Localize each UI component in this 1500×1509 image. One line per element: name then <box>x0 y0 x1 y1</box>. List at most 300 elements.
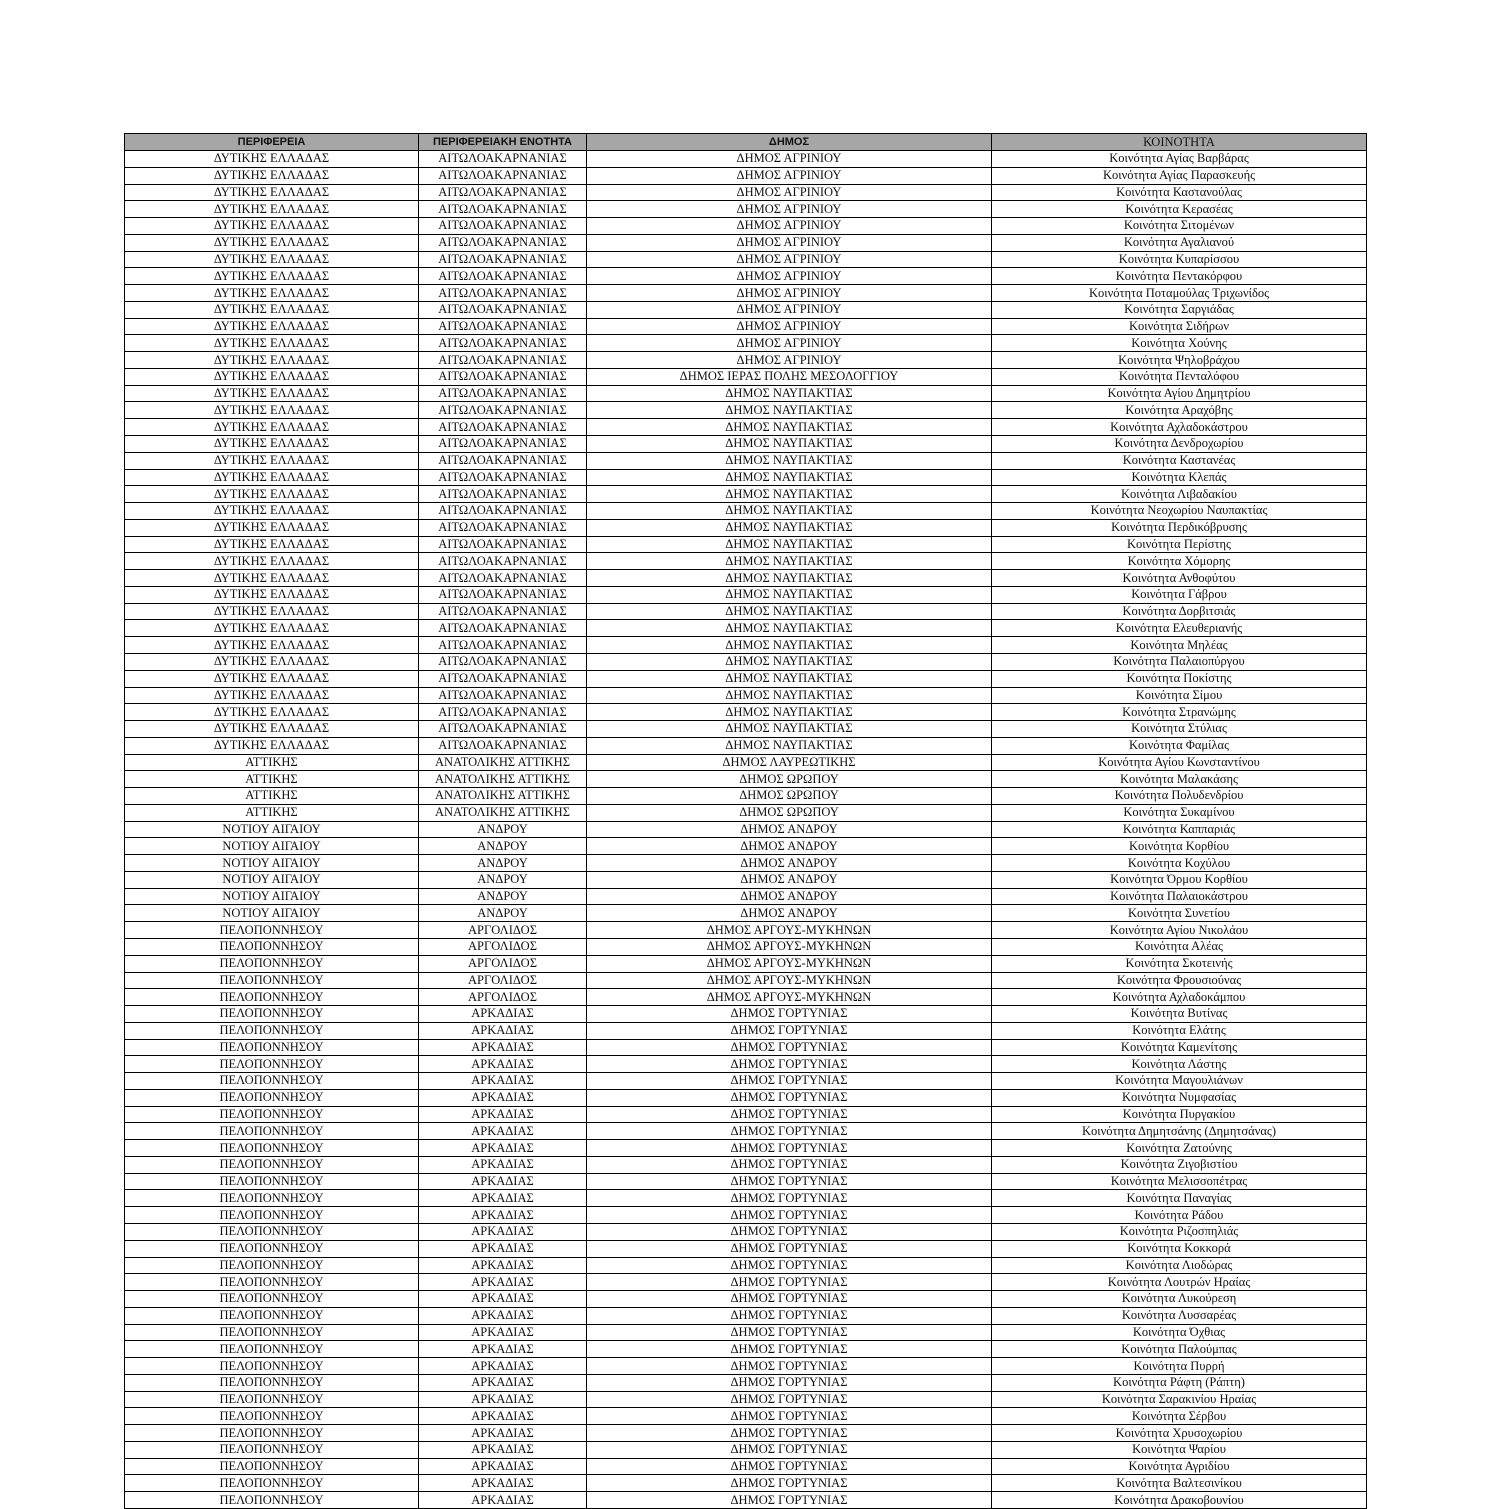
table-row <box>125 972 1367 989</box>
table-row <box>125 586 1367 603</box>
regional-unit-cell: ΑΙΤΩΛΟΑΚΑΡΝΑΝΙΑΣ <box>419 385 587 402</box>
region-cell: ΝΟΤΙΟΥ ΑΙΓΑΙΟΥ <box>125 838 419 855</box>
table-row <box>125 452 1367 469</box>
municipality-cell: ΔΗΜΟΣ ΝΑΥΠΑΚΤΙΑΣ <box>587 603 992 620</box>
municipality-cell: ΔΗΜΟΣ ΝΑΥΠΑΚΤΙΑΣ <box>587 519 992 536</box>
community-cell: Κοινότητα Ψαρίου <box>992 1441 1367 1458</box>
municipality-cell: ΔΗΜΟΣ ΑΓΡΙΝΙΟΥ <box>587 151 992 168</box>
region-cell: ΔΥΤΙΚΗΣ ΕΛΛΑΔΑΣ <box>125 637 419 654</box>
table-row <box>125 285 1367 302</box>
municipality-cell: ΔΗΜΟΣ ΓΟΡΤΥΝΙΑΣ <box>587 1006 992 1023</box>
regional-unit-cell: ΑΡΚΑΔΙΑΣ <box>419 1475 587 1492</box>
table-row <box>125 1240 1367 1257</box>
table-row <box>125 838 1367 855</box>
table-row <box>125 888 1367 905</box>
region-cell: ΠΕΛΟΠΟΝΝΗΣΟΥ <box>125 972 419 989</box>
community-cell: Κοινότητα Αγαλιανού <box>992 234 1367 251</box>
regional-unit-cell: ΑΡΚΑΔΙΑΣ <box>419 1207 587 1224</box>
header-community: ΚΟΙΝΟΤΗΤΑ <box>992 134 1367 151</box>
region-cell: ΝΟΤΙΟΥ ΑΙΓΑΙΟΥ <box>125 905 419 922</box>
region-cell: ΠΕΛΟΠΟΝΝΗΣΟΥ <box>125 955 419 972</box>
regional-unit-cell: ΑΙΤΩΛΟΑΚΑΡΝΑΝΙΑΣ <box>419 670 587 687</box>
region-cell: ΔΥΤΙΚΗΣ ΕΛΛΑΔΑΣ <box>125 419 419 436</box>
regional-unit-cell: ΑΡΚΑΔΙΑΣ <box>419 1073 587 1090</box>
municipality-cell: ΔΗΜΟΣ ΝΑΥΠΑΚΤΙΑΣ <box>587 687 992 704</box>
regional-unit-cell: ΑΙΤΩΛΟΑΚΑΡΝΑΝΙΑΣ <box>419 637 587 654</box>
regional-unit-cell: ΑΡΚΑΔΙΑΣ <box>419 1156 587 1173</box>
region-cell: ΔΥΤΙΚΗΣ ΕΛΛΑΔΑΣ <box>125 385 419 402</box>
table-row <box>125 1458 1367 1475</box>
region-cell: ΑΤΤΙΚΗΣ <box>125 788 419 805</box>
regional-unit-cell: ΑΡΚΑΔΙΑΣ <box>419 1458 587 1475</box>
municipality-cell: ΔΗΜΟΣ ΑΓΡΙΝΙΟΥ <box>587 234 992 251</box>
municipality-cell: ΔΗΜΟΣ ΝΑΥΠΑΚΤΙΑΣ <box>587 503 992 520</box>
table-row <box>125 1441 1367 1458</box>
municipality-cell: ΔΗΜΟΣ ΓΟΡΤΥΝΙΑΣ <box>587 1274 992 1291</box>
regional-unit-cell: ΑΙΤΩΛΟΑΚΑΡΝΑΝΙΑΣ <box>419 301 587 318</box>
table-row <box>125 637 1367 654</box>
community-cell: Κοινότητα Δημητσάνης (Δημητσάνας) <box>992 1123 1367 1140</box>
table-row <box>125 1291 1367 1308</box>
region-cell: ΠΕΛΟΠΟΝΝΗΣΟΥ <box>125 1408 419 1425</box>
region-cell: ΔΥΤΙΚΗΣ ΕΛΛΑΔΑΣ <box>125 519 419 536</box>
table-row <box>125 1374 1367 1391</box>
table-row <box>125 167 1367 184</box>
region-cell: ΝΟΤΙΟΥ ΑΙΓΑΙΟΥ <box>125 888 419 905</box>
region-cell: ΔΥΤΙΚΗΣ ΕΛΛΑΔΑΣ <box>125 268 419 285</box>
table-row <box>125 721 1367 738</box>
community-cell: Κοινότητα Δορβιτσιάς <box>992 603 1367 620</box>
region-cell: ΠΕΛΟΠΟΝΝΗΣΟΥ <box>125 1224 419 1241</box>
region-cell: ΔΥΤΙΚΗΣ ΕΛΛΑΔΑΣ <box>125 586 419 603</box>
community-cell: Κοινότητα Φρουσιούνας <box>992 972 1367 989</box>
community-cell: Κοινότητα Αραχόβης <box>992 402 1367 419</box>
table-row <box>125 436 1367 453</box>
regional-unit-cell: ΑΙΤΩΛΟΑΚΑΡΝΑΝΙΑΣ <box>419 201 587 218</box>
header-row <box>125 134 1367 151</box>
community-cell: Κοινότητα Μηλέας <box>992 637 1367 654</box>
regional-unit-cell: ΑΡΚΑΔΙΑΣ <box>419 1140 587 1157</box>
municipality-cell: ΔΗΜΟΣ ΓΟΡΤΥΝΙΑΣ <box>587 1224 992 1241</box>
region-cell: ΠΕΛΟΠΟΝΝΗΣΟΥ <box>125 1156 419 1173</box>
community-cell: Κοινότητα Καμενίτσης <box>992 1039 1367 1056</box>
region-cell: ΔΥΤΙΚΗΣ ΕΛΛΑΔΑΣ <box>125 184 419 201</box>
regional-unit-cell: ΑΙΤΩΛΟΑΚΑΡΝΑΝΙΑΣ <box>419 553 587 570</box>
table-row <box>125 519 1367 536</box>
community-cell: Κοινότητα Δενδροχωρίου <box>992 436 1367 453</box>
region-cell: ΠΕΛΟΠΟΝΝΗΣΟΥ <box>125 1190 419 1207</box>
region-cell: ΠΕΛΟΠΟΝΝΗΣΟΥ <box>125 938 419 955</box>
regional-unit-cell: ΑΙΤΩΛΟΑΚΑΡΝΑΝΙΑΣ <box>419 687 587 704</box>
region-cell: ΔΥΤΙΚΗΣ ΕΛΛΑΔΑΣ <box>125 234 419 251</box>
community-cell: Κοινότητα Όχθιας <box>992 1324 1367 1341</box>
table-row <box>125 1274 1367 1291</box>
municipality-cell: ΔΗΜΟΣ ΓΟΡΤΥΝΙΑΣ <box>587 1207 992 1224</box>
municipality-cell: ΔΗΜΟΣ ΝΑΥΠΑΚΤΙΑΣ <box>587 419 992 436</box>
regional-unit-cell: ΑΡΚΑΔΙΑΣ <box>419 1492 587 1509</box>
regional-unit-cell: ΑΙΤΩΛΟΑΚΑΡΝΑΝΙΑΣ <box>419 603 587 620</box>
municipality-cell: ΔΗΜΟΣ ΩΡΩΠΟΥ <box>587 804 992 821</box>
community-cell: Κοινότητα Ποταμούλας Τριχωνίδος <box>992 285 1367 302</box>
region-cell: ΠΕΛΟΠΟΝΝΗΣΟΥ <box>125 1291 419 1308</box>
municipality-cell: ΔΗΜΟΣ ΝΑΥΠΑΚΤΙΑΣ <box>587 620 992 637</box>
region-cell: ΠΕΛΟΠΟΝΝΗΣΟΥ <box>125 1006 419 1023</box>
community-cell: Κοινότητα Κερασέας <box>992 201 1367 218</box>
region-cell: ΠΕΛΟΠΟΝΝΗΣΟΥ <box>125 1492 419 1509</box>
regional-unit-cell: ΑΙΤΩΛΟΑΚΑΡΝΑΝΙΑΣ <box>419 737 587 754</box>
region-cell: ΠΕΛΟΠΟΝΝΗΣΟΥ <box>125 1207 419 1224</box>
table-row <box>125 989 1367 1006</box>
community-cell: Κοινότητα Κορθίου <box>992 838 1367 855</box>
table-row <box>125 955 1367 972</box>
community-cell: Κοινότητα Χρυσοχωρίου <box>992 1425 1367 1442</box>
table-row <box>125 385 1367 402</box>
municipality-cell: ΔΗΜΟΣ ΓΟΡΤΥΝΙΑΣ <box>587 1173 992 1190</box>
municipality-cell: ΔΗΜΟΣ ΙΕΡΑΣ ΠΟΛΗΣ ΜΕΣΟΛΟΓΓΙΟΥ <box>587 368 992 385</box>
regional-unit-cell: ΑΙΤΩΛΟΑΚΑΡΝΑΝΙΑΣ <box>419 167 587 184</box>
table-row <box>125 1425 1367 1442</box>
municipality-cell: ΔΗΜΟΣ ΓΟΡΤΥΝΙΑΣ <box>587 1374 992 1391</box>
table-row <box>125 1056 1367 1073</box>
municipality-cell: ΔΗΜΟΣ ΓΟΡΤΥΝΙΑΣ <box>587 1307 992 1324</box>
municipality-cell: ΔΗΜΟΣ ΝΑΥΠΑΚΤΙΑΣ <box>587 452 992 469</box>
municipality-cell: ΔΗΜΟΣ ΛΑΥΡΕΩΤΙΚΗΣ <box>587 754 992 771</box>
community-cell: Κοινότητα Βαλτεσινίκου <box>992 1475 1367 1492</box>
table-row <box>125 653 1367 670</box>
municipality-cell: ΔΗΜΟΣ ΓΟΡΤΥΝΙΑΣ <box>587 1408 992 1425</box>
table-row <box>125 335 1367 352</box>
community-cell: Κοινότητα Αγίας Παρασκευής <box>992 167 1367 184</box>
table-row <box>125 1207 1367 1224</box>
regional-unit-cell: ΑΡΓΟΛΙΔΟΣ <box>419 922 587 939</box>
regional-unit-cell: ΑΡΚΑΔΙΑΣ <box>419 1022 587 1039</box>
municipality-cell: ΔΗΜΟΣ ΑΡΓΟΥΣ-ΜΥΚΗΝΩΝ <box>587 938 992 955</box>
region-cell: ΠΕΛΟΠΟΝΝΗΣΟΥ <box>125 1358 419 1375</box>
region-cell: ΔΥΤΙΚΗΣ ΕΛΛΑΔΑΣ <box>125 553 419 570</box>
municipality-cell: ΔΗΜΟΣ ΓΟΡΤΥΝΙΑΣ <box>587 1475 992 1492</box>
municipality-cell: ΔΗΜΟΣ ΝΑΥΠΑΚΤΙΑΣ <box>587 670 992 687</box>
municipality-cell: ΔΗΜΟΣ ΑΡΓΟΥΣ-ΜΥΚΗΝΩΝ <box>587 922 992 939</box>
community-cell: Κοινότητα Σίμου <box>992 687 1367 704</box>
community-cell: Κοινότητα Κοχύλου <box>992 855 1367 872</box>
community-cell: Κοινότητα Χόμορης <box>992 553 1367 570</box>
table-row <box>125 1475 1367 1492</box>
table-row <box>125 603 1367 620</box>
region-cell: ΠΕΛΟΠΟΝΝΗΣΟΥ <box>125 1391 419 1408</box>
region-cell: ΔΥΤΙΚΗΣ ΕΛΛΑΔΑΣ <box>125 536 419 553</box>
municipality-cell: ΔΗΜΟΣ ΓΟΡΤΥΝΙΑΣ <box>587 1056 992 1073</box>
regional-unit-cell: ΑΡΚΑΔΙΑΣ <box>419 1006 587 1023</box>
community-cell: Κοινότητα Συκαμίνου <box>992 804 1367 821</box>
region-cell: ΑΤΤΙΚΗΣ <box>125 754 419 771</box>
regional-unit-cell: ΑΙΤΩΛΟΑΚΑΡΝΑΝΙΑΣ <box>419 218 587 235</box>
municipality-cell: ΔΗΜΟΣ ΝΑΥΠΑΚΤΙΑΣ <box>587 436 992 453</box>
regional-unit-cell: ΑΡΚΑΔΙΑΣ <box>419 1056 587 1073</box>
community-cell: Κοινότητα Δρακοβουνίου <box>992 1492 1367 1509</box>
table-row <box>125 1341 1367 1358</box>
region-cell: ΝΟΤΙΟΥ ΑΙΓΑΙΟΥ <box>125 821 419 838</box>
community-cell: Κοινότητα Στρανώμης <box>992 704 1367 721</box>
municipality-cell: ΔΗΜΟΣ ΑΓΡΙΝΙΟΥ <box>587 218 992 235</box>
community-cell: Κοινότητα Περδικόβρυσης <box>992 519 1367 536</box>
municipality-cell: ΔΗΜΟΣ ΑΓΡΙΝΙΟΥ <box>587 285 992 302</box>
community-cell: Κοινότητα Αγίου Νικολάου <box>992 922 1367 939</box>
table-row <box>125 1022 1367 1039</box>
regional-unit-cell: ΑΙΤΩΛΟΑΚΑΡΝΑΝΙΑΣ <box>419 402 587 419</box>
community-cell: Κοινότητα Νεοχωρίου Ναυπακτίας <box>992 503 1367 520</box>
regional-unit-cell: ΑΡΚΑΔΙΑΣ <box>419 1274 587 1291</box>
region-cell: ΠΕΛΟΠΟΝΝΗΣΟΥ <box>125 1140 419 1157</box>
table-row <box>125 536 1367 553</box>
community-cell: Κοινότητα Σιδήρων <box>992 318 1367 335</box>
municipality-cell: ΔΗΜΟΣ ΓΟΡΤΥΝΙΑΣ <box>587 1123 992 1140</box>
region-cell: ΠΕΛΟΠΟΝΝΗΣΟΥ <box>125 1475 419 1492</box>
table-row <box>125 871 1367 888</box>
region-cell: ΠΕΛΟΠΟΝΝΗΣΟΥ <box>125 1240 419 1257</box>
community-cell: Κοινότητα Ανθοφύτου <box>992 570 1367 587</box>
municipality-cell: ΔΗΜΟΣ ΑΝΔΡΟΥ <box>587 888 992 905</box>
region-cell: ΔΥΤΙΚΗΣ ΕΛΛΑΔΑΣ <box>125 352 419 369</box>
region-cell: ΔΥΤΙΚΗΣ ΕΛΛΑΔΑΣ <box>125 402 419 419</box>
community-cell: Κοινότητα Γάβρου <box>992 586 1367 603</box>
regional-unit-cell: ΑΡΓΟΛΙΔΟΣ <box>419 955 587 972</box>
regional-unit-cell: ΑΡΚΑΔΙΑΣ <box>419 1240 587 1257</box>
region-cell: ΑΤΤΙΚΗΣ <box>125 771 419 788</box>
community-cell: Κοινότητα Καστανέας <box>992 452 1367 469</box>
municipality-cell: ΔΗΜΟΣ ΝΑΥΠΑΚΤΙΑΣ <box>587 385 992 402</box>
table-row <box>125 503 1367 520</box>
table-row <box>125 771 1367 788</box>
community-cell: Κοινότητα Παλαιοπύργου <box>992 653 1367 670</box>
community-cell: Κοινότητα Αγίου Δημητρίου <box>992 385 1367 402</box>
municipality-cell: ΔΗΜΟΣ ΓΟΡΤΥΝΙΑΣ <box>587 1257 992 1274</box>
table-row <box>125 1073 1367 1090</box>
table-row <box>125 687 1367 704</box>
municipality-cell: ΔΗΜΟΣ ΩΡΩΠΟΥ <box>587 788 992 805</box>
regional-unit-cell: ΑΙΤΩΛΟΑΚΑΡΝΑΝΙΑΣ <box>419 335 587 352</box>
community-cell: Κοινότητα Ποκίστης <box>992 670 1367 687</box>
table-row <box>125 1408 1367 1425</box>
region-cell: ΠΕΛΟΠΟΝΝΗΣΟΥ <box>125 1458 419 1475</box>
header-region: ΠΕΡΙΦΕΡΕΙΑ <box>125 134 419 151</box>
regional-unit-cell: ΑΙΤΩΛΟΑΚΑΡΝΑΝΙΑΣ <box>419 251 587 268</box>
header-regional-unit: ΠΕΡΙΦΕΡΕΙΑΚΗ ΕΝΟΤΗΤΑ <box>419 134 587 151</box>
regional-unit-cell: ΑΙΤΩΛΟΑΚΑΡΝΑΝΙΑΣ <box>419 469 587 486</box>
region-cell: ΠΕΛΟΠΟΝΝΗΣΟΥ <box>125 1073 419 1090</box>
municipality-cell: ΔΗΜΟΣ ΓΟΡΤΥΝΙΑΣ <box>587 1190 992 1207</box>
regional-unit-cell: ΑΝΑΤΟΛΙΚΗΣ ΑΤΤΙΚΗΣ <box>419 771 587 788</box>
municipality-cell: ΔΗΜΟΣ ΑΓΡΙΝΙΟΥ <box>587 335 992 352</box>
region-cell: ΔΥΤΙΚΗΣ ΕΛΛΑΔΑΣ <box>125 335 419 352</box>
region-cell: ΔΥΤΙΚΗΣ ΕΛΛΑΔΑΣ <box>125 570 419 587</box>
community-cell: Κοινότητα Λυκούρεση <box>992 1291 1367 1308</box>
table-row <box>125 1224 1367 1241</box>
municipality-cell: ΔΗΜΟΣ ΓΟΡΤΥΝΙΑΣ <box>587 1039 992 1056</box>
region-cell: ΝΟΤΙΟΥ ΑΙΓΑΙΟΥ <box>125 855 419 872</box>
table-row <box>125 1140 1367 1157</box>
community-cell: Κοινότητα Πενταλόφου <box>992 368 1367 385</box>
regional-unit-cell: ΑΡΚΑΔΙΑΣ <box>419 1307 587 1324</box>
municipality-cell: ΔΗΜΟΣ ΝΑΥΠΑΚΤΙΑΣ <box>587 486 992 503</box>
community-cell: Κοινότητα Λυσσαρέας <box>992 1307 1367 1324</box>
community-cell: Κοινότητα Ελάτης <box>992 1022 1367 1039</box>
region-cell: ΔΥΤΙΚΗΣ ΕΛΛΑΔΑΣ <box>125 704 419 721</box>
regional-unit-cell: ΑΝΑΤΟΛΙΚΗΣ ΑΤΤΙΚΗΣ <box>419 754 587 771</box>
community-cell: Κοινότητα Λιοδώρας <box>992 1257 1367 1274</box>
regional-unit-cell: ΑΝΔΡΟΥ <box>419 888 587 905</box>
region-cell: ΔΥΤΙΚΗΣ ΕΛΛΑΔΑΣ <box>125 285 419 302</box>
table-row <box>125 754 1367 771</box>
region-cell: ΔΥΤΙΚΗΣ ΕΛΛΑΔΑΣ <box>125 167 419 184</box>
regional-unit-cell: ΑΙΤΩΛΟΑΚΑΡΝΑΝΙΑΣ <box>419 285 587 302</box>
municipality-cell: ΔΗΜΟΣ ΑΓΡΙΝΙΟΥ <box>587 268 992 285</box>
region-cell: ΠΕΛΟΠΟΝΝΗΣΟΥ <box>125 1425 419 1442</box>
regional-unit-cell: ΑΙΤΩΛΟΑΚΑΡΝΑΝΙΑΣ <box>419 503 587 520</box>
municipality-cell: ΔΗΜΟΣ ΓΟΡΤΥΝΙΑΣ <box>587 1458 992 1475</box>
region-cell: ΠΕΛΟΠΟΝΝΗΣΟΥ <box>125 1056 419 1073</box>
table-row <box>125 318 1367 335</box>
community-cell: Κοινότητα Ράφτη (Ράπτη) <box>992 1374 1367 1391</box>
table-row <box>125 553 1367 570</box>
municipality-cell: ΔΗΜΟΣ ΓΟΡΤΥΝΙΑΣ <box>587 1492 992 1509</box>
region-cell: ΠΕΛΟΠΟΝΝΗΣΟΥ <box>125 989 419 1006</box>
regional-unit-cell: ΑΡΚΑΔΙΑΣ <box>419 1324 587 1341</box>
municipality-cell: ΔΗΜΟΣ ΑΝΔΡΟΥ <box>587 838 992 855</box>
community-cell: Κοινότητα Πεντακόρφου <box>992 268 1367 285</box>
municipality-cell: ΔΗΜΟΣ ΓΟΡΤΥΝΙΑΣ <box>587 1073 992 1090</box>
table-row <box>125 938 1367 955</box>
region-cell: ΔΥΤΙΚΗΣ ΕΛΛΑΔΑΣ <box>125 620 419 637</box>
community-cell: Κοινότητα Μαλακάσης <box>992 771 1367 788</box>
community-cell: Κοινότητα Καστανούλας <box>992 184 1367 201</box>
region-cell: ΑΤΤΙΚΗΣ <box>125 804 419 821</box>
municipality-cell: ΔΗΜΟΣ ΝΑΥΠΑΚΤΙΑΣ <box>587 586 992 603</box>
table-row <box>125 788 1367 805</box>
region-cell: ΠΕΛΟΠΟΝΝΗΣΟΥ <box>125 922 419 939</box>
regional-unit-cell: ΑΙΤΩΛΟΑΚΑΡΝΑΝΙΑΣ <box>419 184 587 201</box>
regional-unit-cell: ΑΙΤΩΛΟΑΚΑΡΝΑΝΙΑΣ <box>419 586 587 603</box>
table-body <box>125 151 1367 1509</box>
community-cell: Κοινότητα Αγίου Κωνσταντίνου <box>992 754 1367 771</box>
municipality-cell: ΔΗΜΟΣ ΑΓΡΙΝΙΟΥ <box>587 167 992 184</box>
table-row <box>125 1039 1367 1056</box>
municipality-cell: ΔΗΜΟΣ ΝΑΥΠΑΚΤΙΑΣ <box>587 469 992 486</box>
municipality-cell: ΔΗΜΟΣ ΑΓΡΙΝΙΟΥ <box>587 251 992 268</box>
table-row <box>125 419 1367 436</box>
table-row <box>125 737 1367 754</box>
municipality-cell: ΔΗΜΟΣ ΝΑΥΠΑΚΤΙΑΣ <box>587 637 992 654</box>
table-row <box>125 184 1367 201</box>
table-row <box>125 1173 1367 1190</box>
regional-unit-cell: ΑΝΔΡΟΥ <box>419 821 587 838</box>
table-row <box>125 1324 1367 1341</box>
regional-unit-cell: ΑΙΤΩΛΟΑΚΑΡΝΑΝΙΑΣ <box>419 452 587 469</box>
table-row <box>125 855 1367 872</box>
table-row <box>125 1492 1367 1509</box>
region-cell: ΠΕΛΟΠΟΝΝΗΣΟΥ <box>125 1374 419 1391</box>
municipality-cell: ΔΗΜΟΣ ΑΡΓΟΥΣ-ΜΥΚΗΝΩΝ <box>587 989 992 1006</box>
regional-unit-cell: ΑΡΚΑΔΙΑΣ <box>419 1358 587 1375</box>
regional-unit-cell: ΑΡΚΑΔΙΑΣ <box>419 1123 587 1140</box>
region-cell: ΠΕΛΟΠΟΝΝΗΣΟΥ <box>125 1307 419 1324</box>
municipality-cell: ΔΗΜΟΣ ΝΑΥΠΑΚΤΙΑΣ <box>587 402 992 419</box>
regional-unit-cell: ΑΙΤΩΛΟΑΚΑΡΝΑΝΙΑΣ <box>419 318 587 335</box>
regional-unit-cell: ΑΙΤΩΛΟΑΚΑΡΝΑΝΙΑΣ <box>419 436 587 453</box>
community-cell: Κοινότητα Σκοτεινής <box>992 955 1367 972</box>
community-cell: Κοινότητα Πυργακίου <box>992 1106 1367 1123</box>
community-cell: Κοινότητα Παναγίας <box>992 1190 1367 1207</box>
region-cell: ΠΕΛΟΠΟΝΝΗΣΟΥ <box>125 1441 419 1458</box>
table-row <box>125 1089 1367 1106</box>
region-cell: ΠΕΛΟΠΟΝΝΗΣΟΥ <box>125 1089 419 1106</box>
region-cell: ΔΥΤΙΚΗΣ ΕΛΛΑΔΑΣ <box>125 503 419 520</box>
regional-unit-cell: ΑΝΑΤΟΛΙΚΗΣ ΑΤΤΙΚΗΣ <box>419 788 587 805</box>
community-cell: Κοινότητα Ράδου <box>992 1207 1367 1224</box>
municipality-cell: ΔΗΜΟΣ ΓΟΡΤΥΝΙΑΣ <box>587 1089 992 1106</box>
community-cell: Κοινότητα Βυτίνας <box>992 1006 1367 1023</box>
regional-unit-cell: ΑΙΤΩΛΟΑΚΑΡΝΑΝΙΑΣ <box>419 486 587 503</box>
community-cell: Κοινότητα Ριζοσπηλιάς <box>992 1224 1367 1241</box>
municipality-cell: ΔΗΜΟΣ ΓΟΡΤΥΝΙΑΣ <box>587 1240 992 1257</box>
table-row <box>125 922 1367 939</box>
municipality-cell: ΔΗΜΟΣ ΝΑΥΠΑΚΤΙΑΣ <box>587 721 992 738</box>
regional-unit-cell: ΑΡΚΑΔΙΑΣ <box>419 1257 587 1274</box>
municipality-cell: ΔΗΜΟΣ ΓΟΡΤΥΝΙΑΣ <box>587 1156 992 1173</box>
community-cell: Κοινότητα Στύλιας <box>992 721 1367 738</box>
community-cell: Κοινότητα Πολυδενδρίου <box>992 788 1367 805</box>
regional-unit-cell: ΑΡΚΑΔΙΑΣ <box>419 1391 587 1408</box>
community-cell: Κοινότητα Κλεπάς <box>992 469 1367 486</box>
table-row <box>125 620 1367 637</box>
municipality-cell: ΔΗΜΟΣ ΓΟΡΤΥΝΙΑΣ <box>587 1140 992 1157</box>
community-cell: Κοινότητα Σέρβου <box>992 1408 1367 1425</box>
community-cell: Κοινότητα Παλούμπας <box>992 1341 1367 1358</box>
community-cell: Κοινότητα Κυπαρίσσου <box>992 251 1367 268</box>
community-cell: Κοινότητα Φαμίλας <box>992 737 1367 754</box>
region-cell: ΠΕΛΟΠΟΝΝΗΣΟΥ <box>125 1173 419 1190</box>
table-row <box>125 251 1367 268</box>
municipality-cell: ΔΗΜΟΣ ΝΑΥΠΑΚΤΙΑΣ <box>587 704 992 721</box>
municipality-cell: ΔΗΜΟΣ ΑΝΔΡΟΥ <box>587 855 992 872</box>
regional-unit-cell: ΑΡΚΑΔΙΑΣ <box>419 1291 587 1308</box>
community-cell: Κοινότητα Παλαιοκάστρου <box>992 888 1367 905</box>
header-municipality: ΔΗΜΟΣ <box>587 134 992 151</box>
community-cell: Κοινότητα Πυρρή <box>992 1358 1367 1375</box>
table-row <box>125 1156 1367 1173</box>
table-row <box>125 821 1367 838</box>
region-cell: ΔΥΤΙΚΗΣ ΕΛΛΑΔΑΣ <box>125 452 419 469</box>
table-row <box>125 234 1367 251</box>
community-cell: Κοινότητα Κοκκορά <box>992 1240 1367 1257</box>
municipality-cell: ΔΗΜΟΣ ΓΟΡΤΥΝΙΑΣ <box>587 1341 992 1358</box>
regional-unit-cell: ΑΙΤΩΛΟΑΚΑΡΝΑΝΙΑΣ <box>419 570 587 587</box>
regional-unit-cell: ΑΝΔΡΟΥ <box>419 855 587 872</box>
table-row <box>125 1358 1367 1375</box>
municipality-cell: ΔΗΜΟΣ ΑΓΡΙΝΙΟΥ <box>587 318 992 335</box>
municipality-cell: ΔΗΜΟΣ ΓΟΡΤΥΝΙΑΣ <box>587 1358 992 1375</box>
municipality-cell: ΔΗΜΟΣ ΓΟΡΤΥΝΙΑΣ <box>587 1022 992 1039</box>
municipality-cell: ΔΗΜΟΣ ΑΓΡΙΝΙΟΥ <box>587 352 992 369</box>
regional-unit-cell: ΑΡΚΑΔΙΑΣ <box>419 1173 587 1190</box>
region-cell: ΔΥΤΙΚΗΣ ΕΛΛΑΔΑΣ <box>125 368 419 385</box>
table-row <box>125 268 1367 285</box>
regional-unit-cell: ΑΡΚΑΔΙΑΣ <box>419 1441 587 1458</box>
municipality-cell: ΔΗΜΟΣ ΑΓΡΙΝΙΟΥ <box>587 184 992 201</box>
regional-unit-cell: ΑΙΤΩΛΟΑΚΑΡΝΑΝΙΑΣ <box>419 368 587 385</box>
regional-unit-cell: ΑΡΚΑΔΙΑΣ <box>419 1190 587 1207</box>
municipality-cell: ΔΗΜΟΣ ΑΓΡΙΝΙΟΥ <box>587 201 992 218</box>
region-cell: ΔΥΤΙΚΗΣ ΕΛΛΑΔΑΣ <box>125 603 419 620</box>
